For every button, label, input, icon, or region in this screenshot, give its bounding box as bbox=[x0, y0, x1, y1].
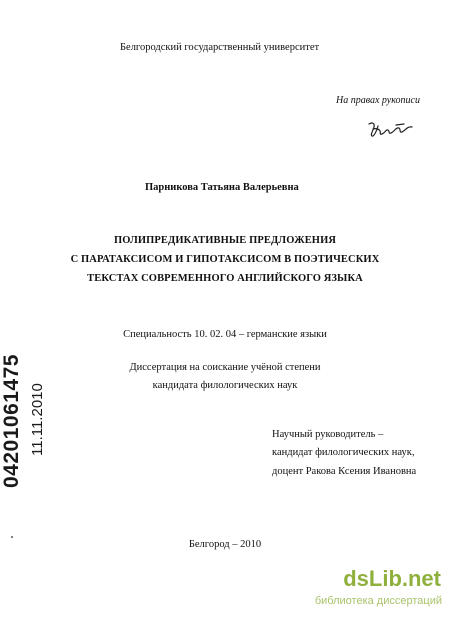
university-name: Белгородский государственный университет bbox=[120, 42, 320, 53]
degree-line: кандидата филологических наук bbox=[152, 380, 298, 391]
supervisor-line: Научный руководитель – bbox=[272, 429, 384, 440]
author-name: Парникова Татьяна Валерьевна bbox=[145, 182, 299, 193]
watermark-logo[interactable]: dsLib.net bbox=[343, 566, 441, 591]
handwritten-signature bbox=[366, 118, 416, 140]
rights-notice: На правах рукописи bbox=[336, 95, 420, 106]
library-stamp-date: 11.11.2010 bbox=[29, 383, 46, 456]
watermark-subtitle: библиотека диссертаций bbox=[314, 595, 442, 607]
stamp-mark bbox=[11, 536, 13, 538]
thesis-title-line: С ПАРАТАКСИСОМ И ГИПОТАКСИСОМ В ПОЭТИЧЕСКИХ bbox=[70, 254, 380, 265]
supervisor-line: доцент Ракова Ксения Ивановна bbox=[272, 466, 417, 477]
city-year: Белгород – 2010 bbox=[188, 539, 262, 550]
degree-line: Диссертация на соискание учёной степени bbox=[129, 362, 321, 373]
specialty: Специальность 10. 02. 04 – германские языки bbox=[123, 329, 327, 340]
thesis-title-line: ПОЛИПРЕДИКАТИВНЫЕ ПРЕДЛОЖЕНИЯ bbox=[113, 235, 337, 246]
thesis-title-line: ТЕКСТАХ СОВРЕМЕННОГО АНГЛИЙСКОГО ЯЗЫКА bbox=[87, 273, 363, 284]
supervisor-line: кандидат филологических наук, bbox=[272, 447, 415, 458]
library-stamp-code: 04201061475 bbox=[0, 354, 23, 488]
